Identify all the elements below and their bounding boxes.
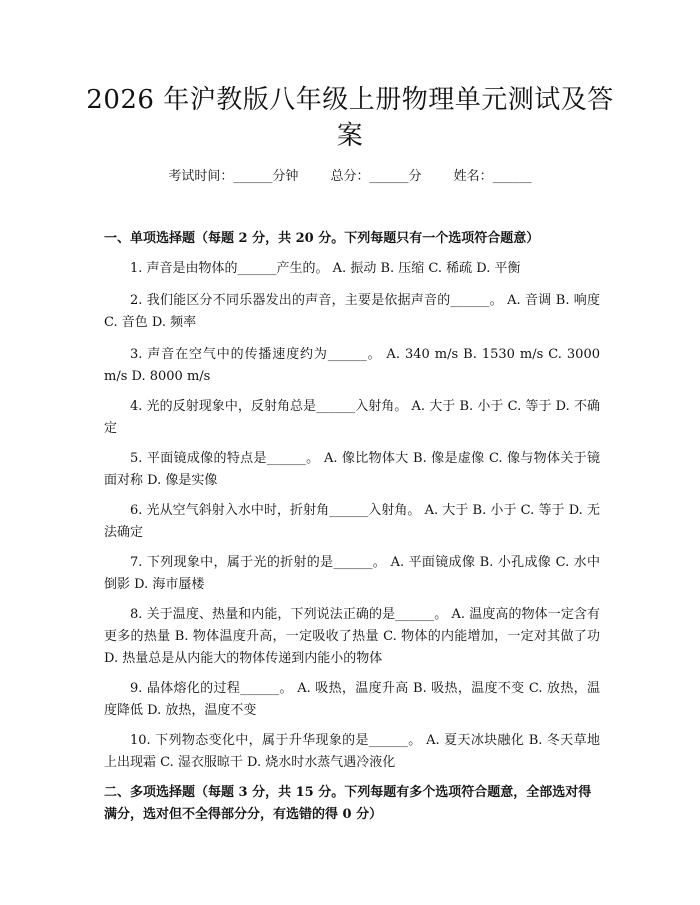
question-item: 7. 下列现象中，属于光的折射的是______。 A. 平面镜成像 B. 小孔成像 C. 水中倒影 D. 海市蜃楼 [104,555,600,592]
question-item: 9. 晶体熔化的过程______。 A. 吸热，温度升高 B. 吸热，温度不变 C. 放热，温度降低 D. 放热，温度不变 [104,681,600,718]
section-heading-single-choice: 一、单项选择题（每题 2 分，共 20 分。下列每题只有一个选项符合题意） [104,231,540,246]
exam-time-field: 考试时间：______分钟 [168,169,299,184]
question-item: 6. 光从空气斜射入水中时，折射角______入射角。 A. 大于 B. 小于 C. 等于 D. 无法确定 [104,503,600,540]
question-item: 10. 下列物态变化中，属于升华现象的是______。 A. 夏天冰块融化 B. 冬天草地上出现霜 C. 湿衣服晾干 D. 烧水时水蒸气遇冷液化 [104,733,600,770]
exam-info-line [0,168,700,186]
question-item: 8. 关于温度、热量和内能，下列说法正确的是______。 A. 温度高的物体一定含有更多的热量 B. 物体温度升高，一定吸收了热量 C. 物体的内能增加，一定对其做了功 D. 热量总是从内能大的物体传递到内能小的物体 [104,607,600,666]
question-item: 4. 光的反射现象中，反射角总是______入射角。 A. 大于 B. 小于 C. 等于 D. 不确定 [104,399,600,436]
section-heading-multiple-choice: 二、多项选择题（每题 3 分，共 15 分。下列每题有多个选项符合题意，全部选对得满分，选对但不全得部分分，有选错的得 0 分） [104,785,592,822]
question-item: 5. 平面镜成像的特点是______。 A. 像比物体大 B. 像是虚像 C. 像与物体关于镜面对称 D. 像是实像 [104,451,600,488]
document-title: 2026 年沪教版八年级上册物理单元测试及答案 [86,85,614,151]
student-name-field: 姓名：______ [453,169,532,184]
question-item: 1. 声音是由物体的______产生的。 A. 振动 B. 压缩 C. 稀疏 D. 平衡 [130,261,521,276]
total-score-field: 总分：______分 [330,169,422,184]
question-item: 3. 声音在空气中的传播速度约为______。 A. 340 m/s B. 1530 m/s C. 3000 m/s D. 8000 m/s [104,347,600,384]
question-item: 2. 我们能区分不同乐器发出的声音，主要是依据声音的______。 A. 音调 B. 响度 C. 音色 D. 频率 [104,293,600,330]
